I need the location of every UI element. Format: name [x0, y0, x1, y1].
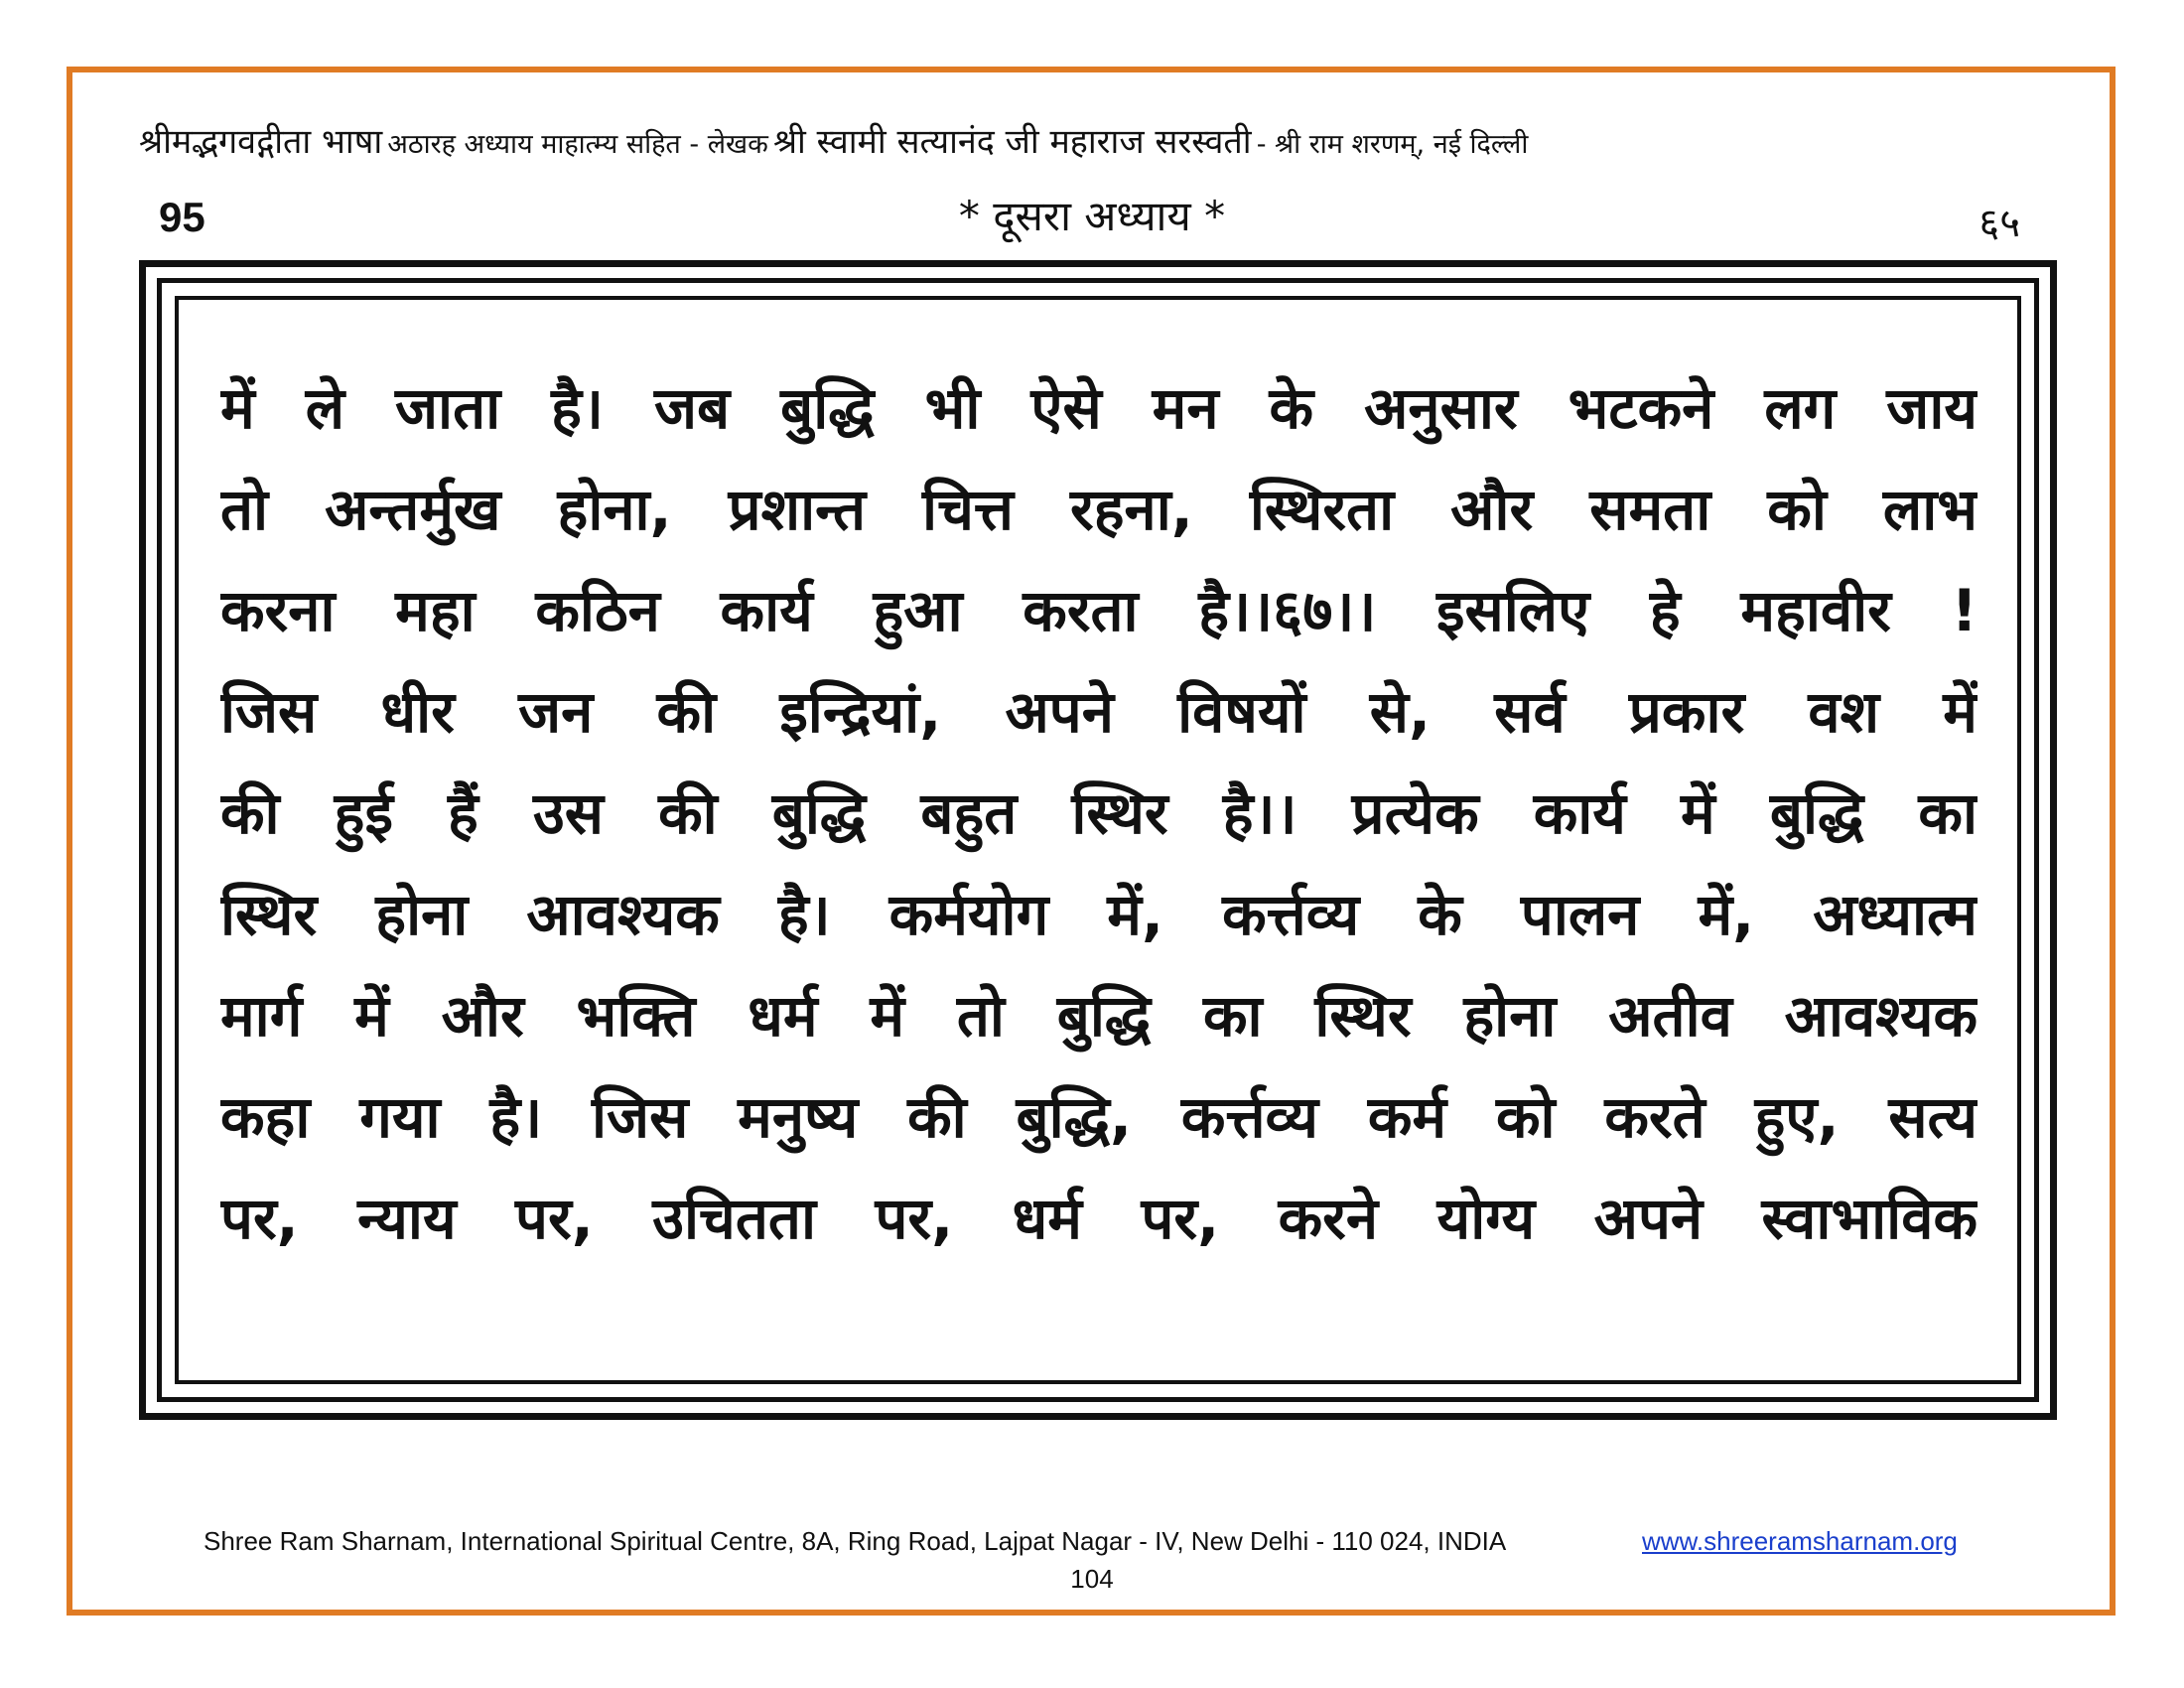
- page-number-right: ६५: [1979, 201, 2020, 246]
- footer-page-number: 104: [1070, 1564, 1114, 1594]
- book-author: श्री स्वामी सत्यानंद जी महाराज सरस्वती: [772, 122, 1252, 162]
- body-line: की हुई हैं उस की बुद्धि बहुत स्थिर है।। प्रत्येक कार्य में बुद्धि का: [220, 779, 1978, 847]
- book-subtitle: अठारह अध्याय माहात्म्य सहित - लेखक: [387, 129, 768, 160]
- chapter-title: * दूसरा अध्याय *: [958, 192, 1226, 240]
- body-line: स्थिर होना आवश्यक है। कर्मयोग में, कर्त्तव्य के पालन में, अध्यात्म: [220, 881, 1978, 948]
- body-line: करना महा कठिन कार्य हुआ करता है।।६७।। इसलिए हे महावीर !: [220, 577, 1978, 644]
- body-line: मार्ग में और भक्ति धर्म में तो बुद्धि का स्थिर होना अतीव आवश्यक: [220, 982, 1978, 1050]
- body-line: पर, न्याय पर, उचितता पर, धर्म पर, करने योग्य अपने स्वाभाविक: [220, 1185, 1978, 1252]
- page-number-left: 95: [159, 194, 205, 240]
- body-line: जिस धीर जन की इन्द्रियां, अपने विषयों से, सर्व प्रकार वश में: [220, 678, 1978, 746]
- website-link[interactable]: www.shreeramsharnam.org: [1642, 1526, 1958, 1556]
- book-publisher: - श्री राम शरणम्, नई दिल्ली: [1256, 129, 1529, 160]
- body-line: तो अन्तर्मुख होना, प्रशान्त चित्त रहना, स्थिरता और समता को लाभ: [220, 476, 1978, 543]
- body-text: [220, 357, 1978, 1269]
- body-line: कहा गया है। जिस मनुष्य की बुद्धि, कर्त्तव्य कर्म को करते हुए, सत्य: [220, 1083, 1978, 1151]
- book-header: [139, 117, 2065, 163]
- book-title: श्रीमद्भगवद्गीता भाषा: [139, 122, 383, 162]
- body-line: में ले जाता है। जब बुद्धि भी ऐसे मन के अनुसार भटकने लग जाय: [220, 374, 1978, 442]
- footer-address: Shree Ram Sharnam, International Spiritual Centre, 8A, Ring Road, Lajpat Nagar - IV, New Delhi - 110 024, INDIA: [204, 1526, 1507, 1556]
